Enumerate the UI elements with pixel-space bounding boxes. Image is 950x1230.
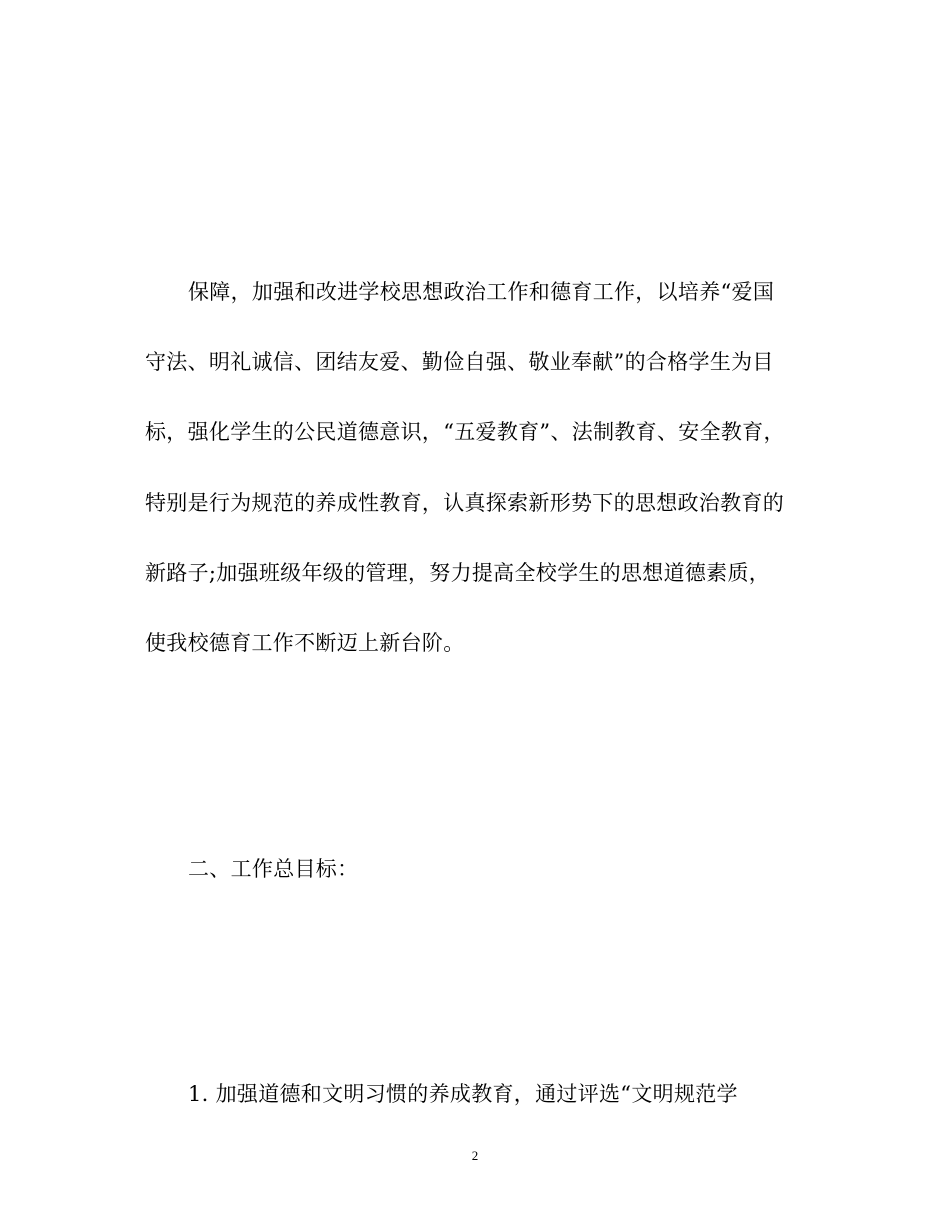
list-item: 1. 加强道德和文明习惯的养成教育，通过评选“文明规范学: [188, 1082, 738, 1106]
paragraph-line-6: 使我校德育工作不断迈上新台阶。: [145, 631, 465, 655]
paragraph-line-5: 新路子;加强班级年级的管理，努力提高全校学生的思想道德素质，: [145, 561, 771, 585]
paragraph-line-3: 标，强化学生的公民道德意识，“五爱教育”、法制教育、安全教育，: [145, 420, 785, 444]
paragraph-line-4: 特别是行为规范的养成性教育，认真探索新形势下的思想政治教育的: [145, 491, 784, 515]
paragraph-line-1: 保障，加强和改进学校思想政治工作和德育工作，以培养“爱国: [188, 280, 775, 304]
paragraph-line-2: 守法、明礼诚信、团结友爱、勤俭自强、敬业奉献”的合格学生为目: [145, 350, 774, 374]
page-number: 2: [471, 1148, 479, 1163]
section-heading: 二、工作总目标：: [188, 857, 359, 881]
